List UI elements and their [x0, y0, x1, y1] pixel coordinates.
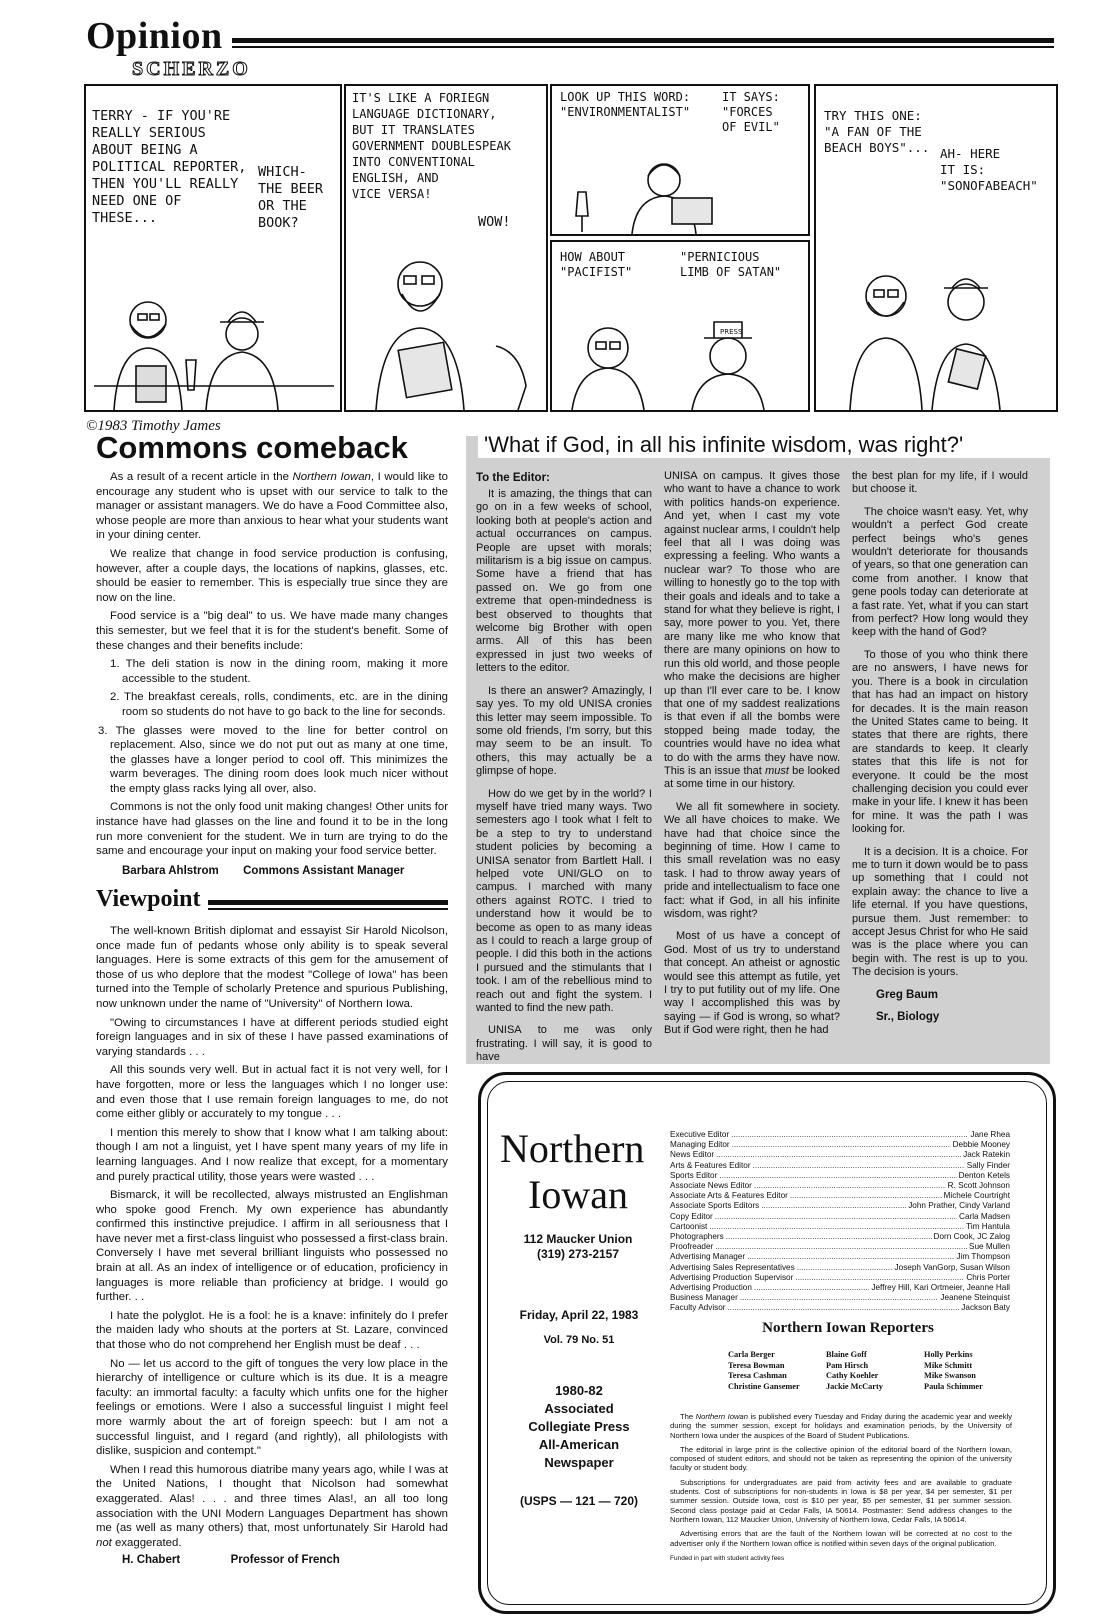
comic-panel-2: [344, 84, 548, 412]
paragraph: Bismarck, it will be recollected, always mistrusted an Englishman who spoke good French. My own experience has abundantly confirmed this instinctive prejudice. I affirm in all seriousness that I have never met a first-class linguist who possessed a first-class brain. Conversely I have met several brilliant linguists who possessed no brain at all. As an index of intelligence or of education, proficiency in languages is more reliable than proficiency at bridge. I would go further. . .: [96, 1189, 448, 1304]
staff-row: [670, 1201, 1010, 1211]
leader-dots: [747, 1252, 954, 1262]
staff-name: Dorn Cook, JC Zalog: [933, 1232, 1010, 1242]
leader-dots: [731, 1130, 968, 1140]
leader-dots: [761, 1201, 906, 1211]
letter-to-editor: [466, 432, 1050, 1064]
leader-dots: [732, 1140, 951, 1150]
reporters-list: [728, 1350, 1008, 1392]
staff-role: Advertising Production Supervisor: [670, 1272, 794, 1282]
commons-article: [96, 430, 448, 877]
staff-role: Advertising Sales Representatives: [670, 1262, 795, 1272]
paragraph: The Northern Iowan is published every Tuesday and Friday during the academic year and weekly during the summer session, except for holidays and examination periods, by the University of Northern Iowa under the auspices of the Board of Student Publications.: [670, 1412, 1012, 1440]
paragraph: It is amazing, the things that can go on in a few weeks of school, looking both at people's action and actual occurrances on campus. People are upset with morals; militarism is a big issue on campus. Some have a friend that has passed on. We go from one extreme that open-mindedness is best observed to thoughts that welcome big Brother with open arms. All of this has been expressed in just two weeks of letters to the editor.: [476, 488, 652, 675]
staff-name: Tim Hantula: [966, 1221, 1010, 1231]
staff-row: [670, 1130, 1010, 1140]
staff-row: [670, 1242, 1010, 1252]
comic-strip-title: SCHERZO: [132, 58, 251, 80]
leader-dots: [795, 1273, 964, 1283]
comic-illustration: [816, 236, 1056, 410]
staff-row: [670, 1252, 1010, 1262]
staff-role: Copy Editor: [670, 1211, 713, 1221]
reporter-name: Carla Berger: [728, 1350, 775, 1359]
paragraph: How do we get by in the world? I myself have tried many ways. Two semesters ago I took what I felt to be a step to try to understand student policies by becoming a UNISA senator from Bartlett Hall. I helped vote UNI/GLO on to campus. I marched with many others against ROTC. I tried to understand how it would be to become as open to as many ideas as I could to reach a large group of people. I did this both in the actions I pursued and the stimulants that I took. I am of the rebellious mind to reach out and fight the system. I wanted to find the new path.: [476, 787, 652, 1015]
letter-column-1: [476, 472, 652, 1074]
reporter-name: Jackie McCarty: [826, 1381, 883, 1391]
staff-role: Associate Sports Editors: [670, 1201, 760, 1211]
leader-dots: [754, 1283, 869, 1293]
paragraph: Advertising errors that are the fault of the Northern Iowan will be corrected at no cost to the advertiser only if the Northern Iowan office is notified within seven days of the original publication.: [670, 1529, 1012, 1548]
staff-name: Jeanene Steinquist: [940, 1293, 1010, 1303]
staff-name: Jackson Baty: [961, 1303, 1010, 1313]
staff-role: Business Manager: [670, 1293, 738, 1303]
award: 1980-82 Associated Collegiate Press All-American Newspaper: [528, 1383, 630, 1470]
header-rule: [232, 38, 1054, 43]
leader-dots: [797, 1263, 893, 1273]
leader-dots: [740, 1293, 939, 1303]
staff-role: Advertising Manager: [670, 1252, 746, 1262]
letter-column-3: [852, 470, 1028, 1023]
staff-role: Arts & Features Editor: [670, 1160, 751, 1170]
reporter-name: Christine Gansemer: [728, 1381, 800, 1391]
salutation: To the Editor:: [476, 472, 550, 484]
paragraph: We all fit somewhere in society. We all have choices to make. We have had that choice since the beginning of time. How I came to this small revelation was no easy task. I had to throw away years of pride and intellectualism to face one fact: what if God, in all his infinite wisdom, was right?: [664, 800, 840, 920]
staff-role: Managing Editor: [670, 1140, 730, 1150]
speech-bubble: TERRY - IF YOU'RE REALLY SERIOUS ABOUT BEING A POLITICAL REPORTER, THEN YOU'LL REALLY NEED ONE OF THESE...: [92, 108, 247, 226]
staff-row: [670, 1303, 1010, 1313]
issue-volume: Vol. 79 No. 51: [543, 1334, 615, 1346]
speech-bubble: WOW!: [478, 214, 511, 230]
reporter-name: Mike Schmitt: [924, 1360, 973, 1370]
staff-name: Jim Thompson: [956, 1252, 1010, 1262]
list-item: 3. The glasses were moved to the line for better control on replacement. Also, since we do not put out as many at one time, the glasses have a longer period to cool off. This minimizes the warm beverages. The dining room does look much nicer without the empty glass racks lying all over, also.: [98, 724, 448, 795]
letter-author: Greg Baum: [876, 988, 938, 1001]
staff-role: Cartoonist: [670, 1221, 708, 1231]
speech-bubble: HOW ABOUT "PACIFIST": [560, 250, 633, 279]
staff-role: Associate News Editor: [670, 1181, 752, 1191]
staff-row: [670, 1171, 1010, 1181]
comic-illustration: [552, 146, 808, 234]
staff-name: Joseph VanGorp, Susan Wilson: [894, 1262, 1010, 1272]
letter-headline: 'What if God, in all his infinite wisdom, was right?': [478, 432, 1056, 458]
paragraph: It is a decision. It is a choice. For me to turn it down would be to pass up something that I could not explain away: the chance to live a life eternal. If you have questions, pursue them. Just remember: to accept Jesus Christ for who He said was is the place where you can begin with. The rest is up to you. The decision is yours.: [852, 845, 1028, 979]
staff-name: Sally Finder: [966, 1160, 1010, 1170]
speech-bubble: LOOK UP THIS WORD: "ENVIRONMENTALIST": [560, 90, 691, 119]
staff-row: [670, 1263, 1010, 1273]
paragraph: The well-known British diplomat and essayist Sir Harold Nicolson, once made fun of pedants whose only ability is to speak several languages. Here is some extracts of this gem for the amusement of those of us who deplore that the modest "College of Iowa" has been turned into the Temple of scholarly Pretence and spurious Publishing, now unknown under the name of "University" of Northern Iowa.: [96, 925, 448, 1010]
reporter-name: Cathy Koehler: [826, 1371, 879, 1380]
comic-panel-1: [84, 84, 342, 412]
staff-role: News Editor: [670, 1150, 715, 1160]
staff-row: [670, 1222, 1010, 1232]
staff-row: [670, 1283, 1010, 1293]
staff-row: [670, 1273, 1010, 1283]
paragraph: Subscriptions for undergraduates are paid from activity fees and are available to graduate students. Cost of subscriptions for non-students in Iowa is $8 per year, $4 per semester, $1 per summer session. Outside Iowa, cost is $10 per year, $5 per semester, $1 per summer session. Second class postage paid at Cedar Falls, IA 50614. Postmaster: Send address changes to the Northern Iowan, 112 Maucker Union, University of Northern Iowa, Cedar Falls, IA 50614.: [670, 1477, 1012, 1524]
leader-dots: [719, 1171, 956, 1181]
paragraph: The choice wasn't easy. Yet, why wouldn't a perfect God create perfect beings who's genes wouldn't deteriorate for thousands of years, so that one generation can come from another. I know that gene pools today can deteriorate at a fast rate. Yet, what if you can start from perfect? How long would they keep with the hand of God?: [852, 505, 1028, 639]
staff-role: Advertising Production: [670, 1283, 752, 1293]
comic-illustration: [346, 226, 546, 410]
comic-illustration: [552, 302, 808, 410]
masthead-box: [478, 1072, 1056, 1614]
staff-name: Jeffrey Hill, Kari Ortmeier, Jeanne Hall: [871, 1283, 1010, 1293]
letter-author-title: Sr., Biology: [876, 1010, 940, 1023]
staff-role: Proofreader: [670, 1242, 714, 1252]
paragraph: All this sounds very well. But in actual fact it is not very well, for I have forgotten, more or less the languages which I no longer use: and even those that I use remain foreign languages to me, do not come either glibly or accurately to my tongue . . .: [96, 1064, 448, 1121]
reporter-name: Teresa Bowman: [728, 1360, 785, 1370]
paragraph: I mention this merely to show that I know what I am talking about: though I am not a linguist, yet I have spent many years of my life in learning languages. And I now realize that except, for a momentary and purely practical utility, those years were wasted . . .: [96, 1126, 448, 1183]
paragraph: the best plan for my life, if I would but choose it.: [852, 470, 1028, 496]
leader-dots: [715, 1212, 957, 1222]
staff-row: [670, 1212, 1010, 1222]
staff-name: Chris Porter: [966, 1272, 1010, 1282]
comic-panel-3: [550, 84, 810, 236]
cartoonist-signature: ©1983 Timothy James: [86, 418, 221, 434]
staff-row: [670, 1181, 1010, 1191]
header-rule-thin: [232, 46, 1054, 48]
staff-row: [670, 1293, 1010, 1303]
staff-name: Sue Mullen: [969, 1242, 1010, 1252]
staff-row: [670, 1140, 1010, 1150]
newspaper-name: Northern Iowan: [500, 1126, 645, 1217]
article-headline: Commons comeback: [96, 430, 408, 465]
leader-dots: [716, 1150, 961, 1160]
speech-bubble: IT'S LIKE A FORIEGN LANGUAGE DICTIONARY, BUT IT TRANSLATES GOVERNMENT DOUBLESPEAK INTO CONVENTIONAL ENGLISH, AND VICE VERSA!: [352, 91, 511, 201]
paragraph: No — let us accord to the gift of tongues the very low place in the hierarchy of intelligence or culture which is its due. It is a meagre faculty: an immortal faculty: a faculty which unfits one for the higher feelings or emotions. Were I also a successful linguist I might feel more warmly about the art of foreign speech: but I am not a successful linguist, and I regard (and rightly), all philologists with dislike, suspicion and contempt.": [96, 1357, 448, 1458]
staff-list: [670, 1130, 1010, 1314]
speech-bubble: IT SAYS: "FORCES OF EVIL": [722, 90, 780, 134]
leader-dots: [709, 1222, 964, 1232]
leader-dots: [753, 1161, 965, 1171]
reporter-name: Mike Swanson: [924, 1371, 976, 1380]
speech-bubble: "PERNICIOUS LIMB OF SATAN": [680, 250, 782, 279]
staff-name: R. Scott Johnson: [947, 1181, 1010, 1191]
reporter-name: Holly Perkins: [924, 1350, 973, 1359]
press-badge: PRESS: [720, 328, 743, 336]
speech-bubble: WHICH- THE BEER OR THE BOOK?: [258, 164, 324, 231]
paragraph: UNISA to me was only frustrating. I will say, it is good to have: [476, 1024, 652, 1064]
section-title: Opinion: [86, 15, 223, 57]
reporters-title: Northern Iowan Reporters: [762, 1320, 934, 1336]
list-item: 2. The breakfast cereals, rolls, condiments, etc. are in the dining room so students do not have to go back to the line for seconds.: [110, 691, 448, 718]
paragraph: When I read this humorous diatribe many years ago, while I was at the United Nations, I thought that Nicolson had somewhat exaggerated. Alas! . . . and three times Alas!, an all too long association with the UNI Modern Languages Department has shown me (as well as many others) that, most unfortunately Sir Harold had not exaggerated.: [96, 1463, 448, 1549]
letter-column-2: [664, 470, 840, 1047]
staff-role: Sports Editor: [670, 1170, 718, 1180]
paragraph: Food service is a "big deal" to us. We have made many changes this semester, but we feel that it is for the student's benefit. Some of these changes and their benefits include:: [96, 610, 448, 652]
usps-number: (USPS — 121 — 720): [519, 1494, 639, 1508]
paragraph: We realize that change in food service production is confusing, however, after a couple days, the locations of napkins, glasses, etc. should be easier to remember. This is especially true since they are now on the line.: [96, 547, 448, 604]
staff-role: Executive Editor: [670, 1130, 730, 1139]
paragraph: The editorial in large print is the collective opinion of the editorial board of the Northern Iowan, composed of student editors, and should not be taken as representing the opinion of the university faculty or student body.: [670, 1444, 1012, 1473]
staff-role: Photographers: [670, 1232, 724, 1242]
paragraph: Commons is not the only food unit making changes! Other units for instance have had glasses on the line and found it to be in the long run more convenient for the student. We in turn are trying to do the same and encourage your input on making your food service better.: [96, 801, 448, 858]
leader-dots: [754, 1181, 946, 1191]
staff-name: Carla Madsen: [959, 1211, 1010, 1221]
leader-dots: [715, 1242, 967, 1252]
paragraph: To those of you who think there are no answers, I have news for you. There is a book in circulation that has had an impact on history for decades. It is the main reason the United States came to being. It states that there are rights, there are standards to keep. It clearly states that this life is not for everyone. It could be the most challenging decision you could ever make in your life. I knew it has been for mine. It was the path I was looking for.: [852, 648, 1028, 836]
leader-dots: [790, 1191, 942, 1201]
masthead-inner-border: [487, 1081, 1047, 1605]
leader-dots: [728, 1303, 960, 1313]
viewpoint-rule: [208, 900, 448, 905]
byline: Barbara Ahlstrom Commons Assistant Manager: [122, 864, 405, 877]
staff-name: Debbie Mooney: [952, 1140, 1010, 1150]
publication-notes: [670, 1412, 1012, 1563]
staff-row: [670, 1150, 1010, 1160]
byline: H. Chabert Professor of French: [122, 1554, 340, 1567]
reporter-name: Teresa Cashman: [728, 1371, 787, 1380]
staff-row: [670, 1232, 1010, 1242]
staff-name: Jack Ratekin: [963, 1150, 1010, 1160]
viewpoint-rule-thin: [208, 908, 448, 910]
address-block: 112 Maucker Union (319) 273-2157: [523, 1232, 633, 1261]
paragraph: As a result of a recent article in the Northern Iowan, I would like to encourage any student who is upset with our service to talk to the manager or assistant managers. We do have a Food Committee also, whose people are more than anxious to hear what your students want in your dining center.: [96, 471, 448, 542]
viewpoint-title: Viewpoint: [96, 886, 201, 912]
leader-dots: [726, 1232, 932, 1242]
staff-name: Jane Rhea: [970, 1130, 1010, 1139]
viewpoint-body: [96, 924, 448, 1566]
comic-panel-5: [814, 84, 1058, 412]
staff-role: Associate Arts & Features Editor: [670, 1191, 788, 1201]
staff-row: [670, 1191, 1010, 1201]
staff-name: Michele Courtright: [943, 1191, 1010, 1201]
staff-role: Faculty Advisor: [670, 1303, 726, 1313]
comic-illustration: [86, 286, 340, 410]
paragraph: "Owing to circumstances I have at different periods studied eight foreign languages and in six of these I have passed examinations of varying standards . . .: [96, 1016, 448, 1058]
paragraph: I hate the polyglot. He is a fool: he is a knave: infinitely do I prefer the maiden lady who shouts at the porters at St. Lazare, convinced that those who do not comprehend her English must be deaf . . .: [96, 1309, 448, 1352]
funding-note: Funded in part with student activity fees: [670, 1554, 785, 1562]
staff-name: John Prather, Cindy Varland: [908, 1201, 1010, 1211]
reporter-name: Blaine Goff: [826, 1350, 867, 1359]
reporter-name: Pam Hirsch: [826, 1360, 869, 1370]
reporter-name: Paula Schimmer: [924, 1381, 983, 1391]
comic-panel-4: [550, 240, 810, 412]
list-item: 1. The deli station is now in the dining room, making it more accessible to the student.: [110, 658, 448, 685]
viewpoint-heading: [96, 886, 448, 913]
paragraph: Most of us have a concept of God. Most of us try to understand that concept. An atheist or agnostic would see this attempt as futile, yet I try to put futility out of my life. One way I accomplished this was by saying — if God is wrong, so what? But if God were right, then he had: [664, 930, 840, 1037]
staff-row: [670, 1161, 1010, 1171]
staff-name: Denton Ketels: [958, 1170, 1010, 1180]
speech-bubble: AH- HERE IT IS: "SONOFABEACH": [940, 146, 1038, 193]
issue-date: Friday, April 22, 1983: [519, 1308, 639, 1322]
paragraph: Is there an answer? Amazingly, I say yes. To my old UNISA cronies this letter may seem impossible. To some old friends, I'm sorry, but this may seem to be an insult. To others, this may actually be a glimpse of hope.: [476, 684, 652, 778]
speech-bubble: TRY THIS ONE: "A FAN OF THE BEACH BOYS"...: [824, 108, 930, 155]
paragraph: UNISA on campus. It gives those who want to have a chance to work with politics hands-on experience. And yet, when I cast my vote against nuclear arms, I couldn't help feel that all I was doing was expressing a feeling. Who wants a nuclear war? To those who are willing to honestly go to the top with their goals and ideals and to take a stand for what they believe is right, I say, more power to you. Yet, there are many like me who know that there are many opinions on how to run this old world, and those people who make the decisions are higher up than I'll ever care to be. I know that one of my saddest realizations is that even if all the bombs were stopped being made today, the countries would have no idea what to do with the arms they have now. This is an issue that must be looked at some time in our history.: [664, 470, 840, 791]
article-body: [96, 470, 448, 859]
